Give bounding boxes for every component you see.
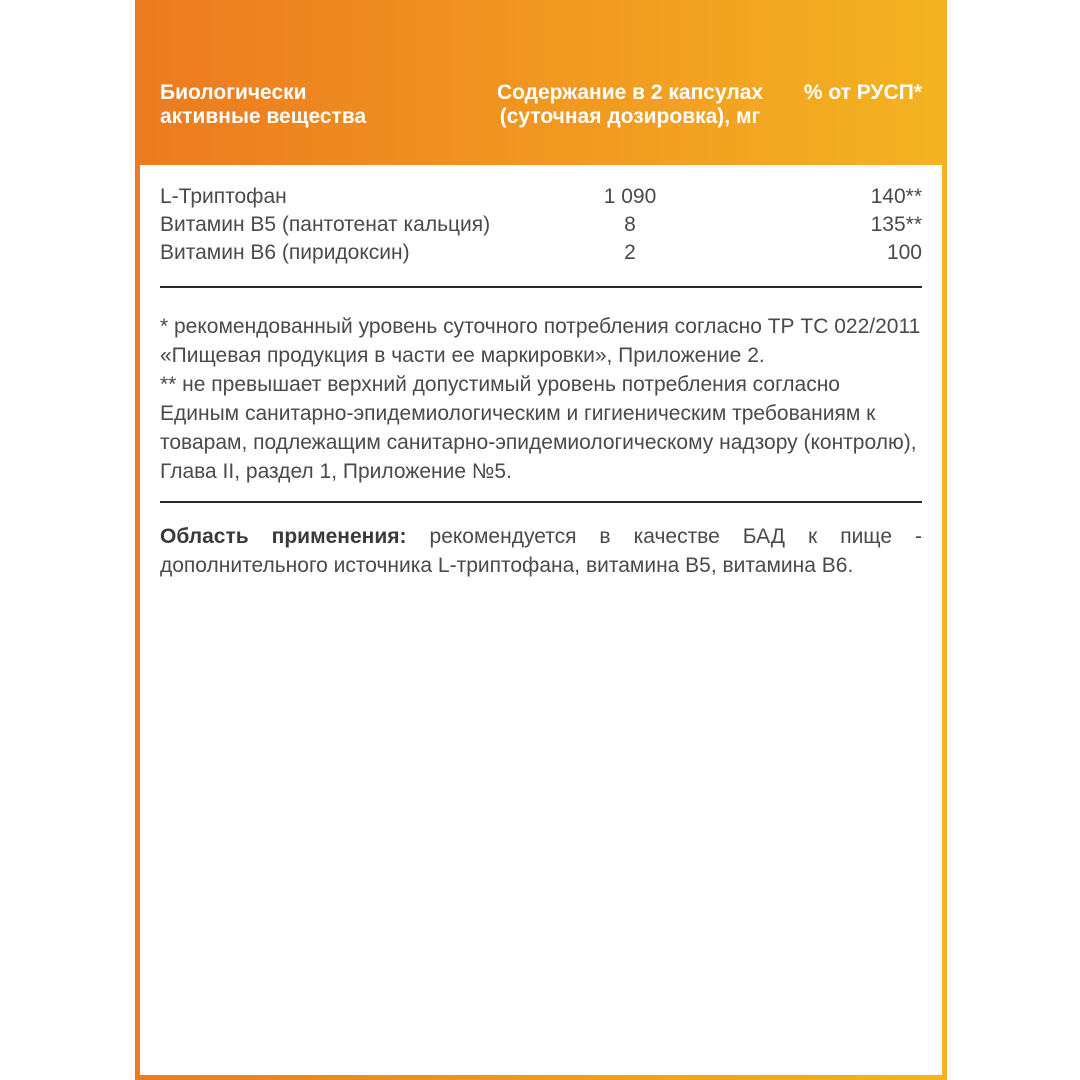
row-name: Витамин В6 (пиридоксин) bbox=[160, 241, 410, 264]
usage-section bbox=[160, 522, 922, 580]
row-amount: 8 bbox=[624, 213, 636, 236]
table-row bbox=[160, 239, 922, 267]
footnote-2: ** не превышает верхний допустимый уровень потребления согласно Единым санитарно-эпидемиологическим и гигиеническим требованиям к товарам, подлежащим санитарно-эпидемиологическому надзору (контролю), Глава II, раздел 1, Приложение №5. bbox=[160, 373, 917, 483]
footnotes bbox=[160, 312, 922, 486]
divider bbox=[160, 501, 922, 503]
row-percent: 140** bbox=[870, 185, 922, 208]
label-body bbox=[140, 165, 942, 1075]
row-name: L-Триптофан bbox=[160, 185, 287, 208]
table-row bbox=[160, 183, 922, 211]
divider bbox=[160, 286, 922, 288]
usage-label: Область применения: bbox=[160, 525, 407, 548]
table-header bbox=[135, 0, 947, 165]
header-content: Содержание в 2 капсулах (суточная дозировка), мг bbox=[496, 81, 764, 128]
table-row bbox=[160, 211, 922, 239]
row-amount: 2 bbox=[624, 241, 636, 264]
header-substances: Биологически активные вещества bbox=[160, 81, 367, 128]
footnote-1: * рекомендованный уровень суточного потребления согласно ТР ТС 022/2011 «Пищевая продукция в части ее маркировки», Приложение 2. bbox=[160, 315, 921, 367]
usage-text: рекомендуется в качестве БАД к пище - дополнительного источника L-триптофана, витамина В5, витамина В6. bbox=[160, 525, 922, 577]
row-percent: 100 bbox=[886, 241, 922, 264]
row-percent: 135** bbox=[870, 213, 922, 236]
header-percent: % от РУСП* bbox=[803, 81, 922, 104]
row-amount: 1 090 bbox=[603, 185, 657, 208]
row-name: Витамин В5 (пантотенат кальция) bbox=[160, 213, 491, 236]
